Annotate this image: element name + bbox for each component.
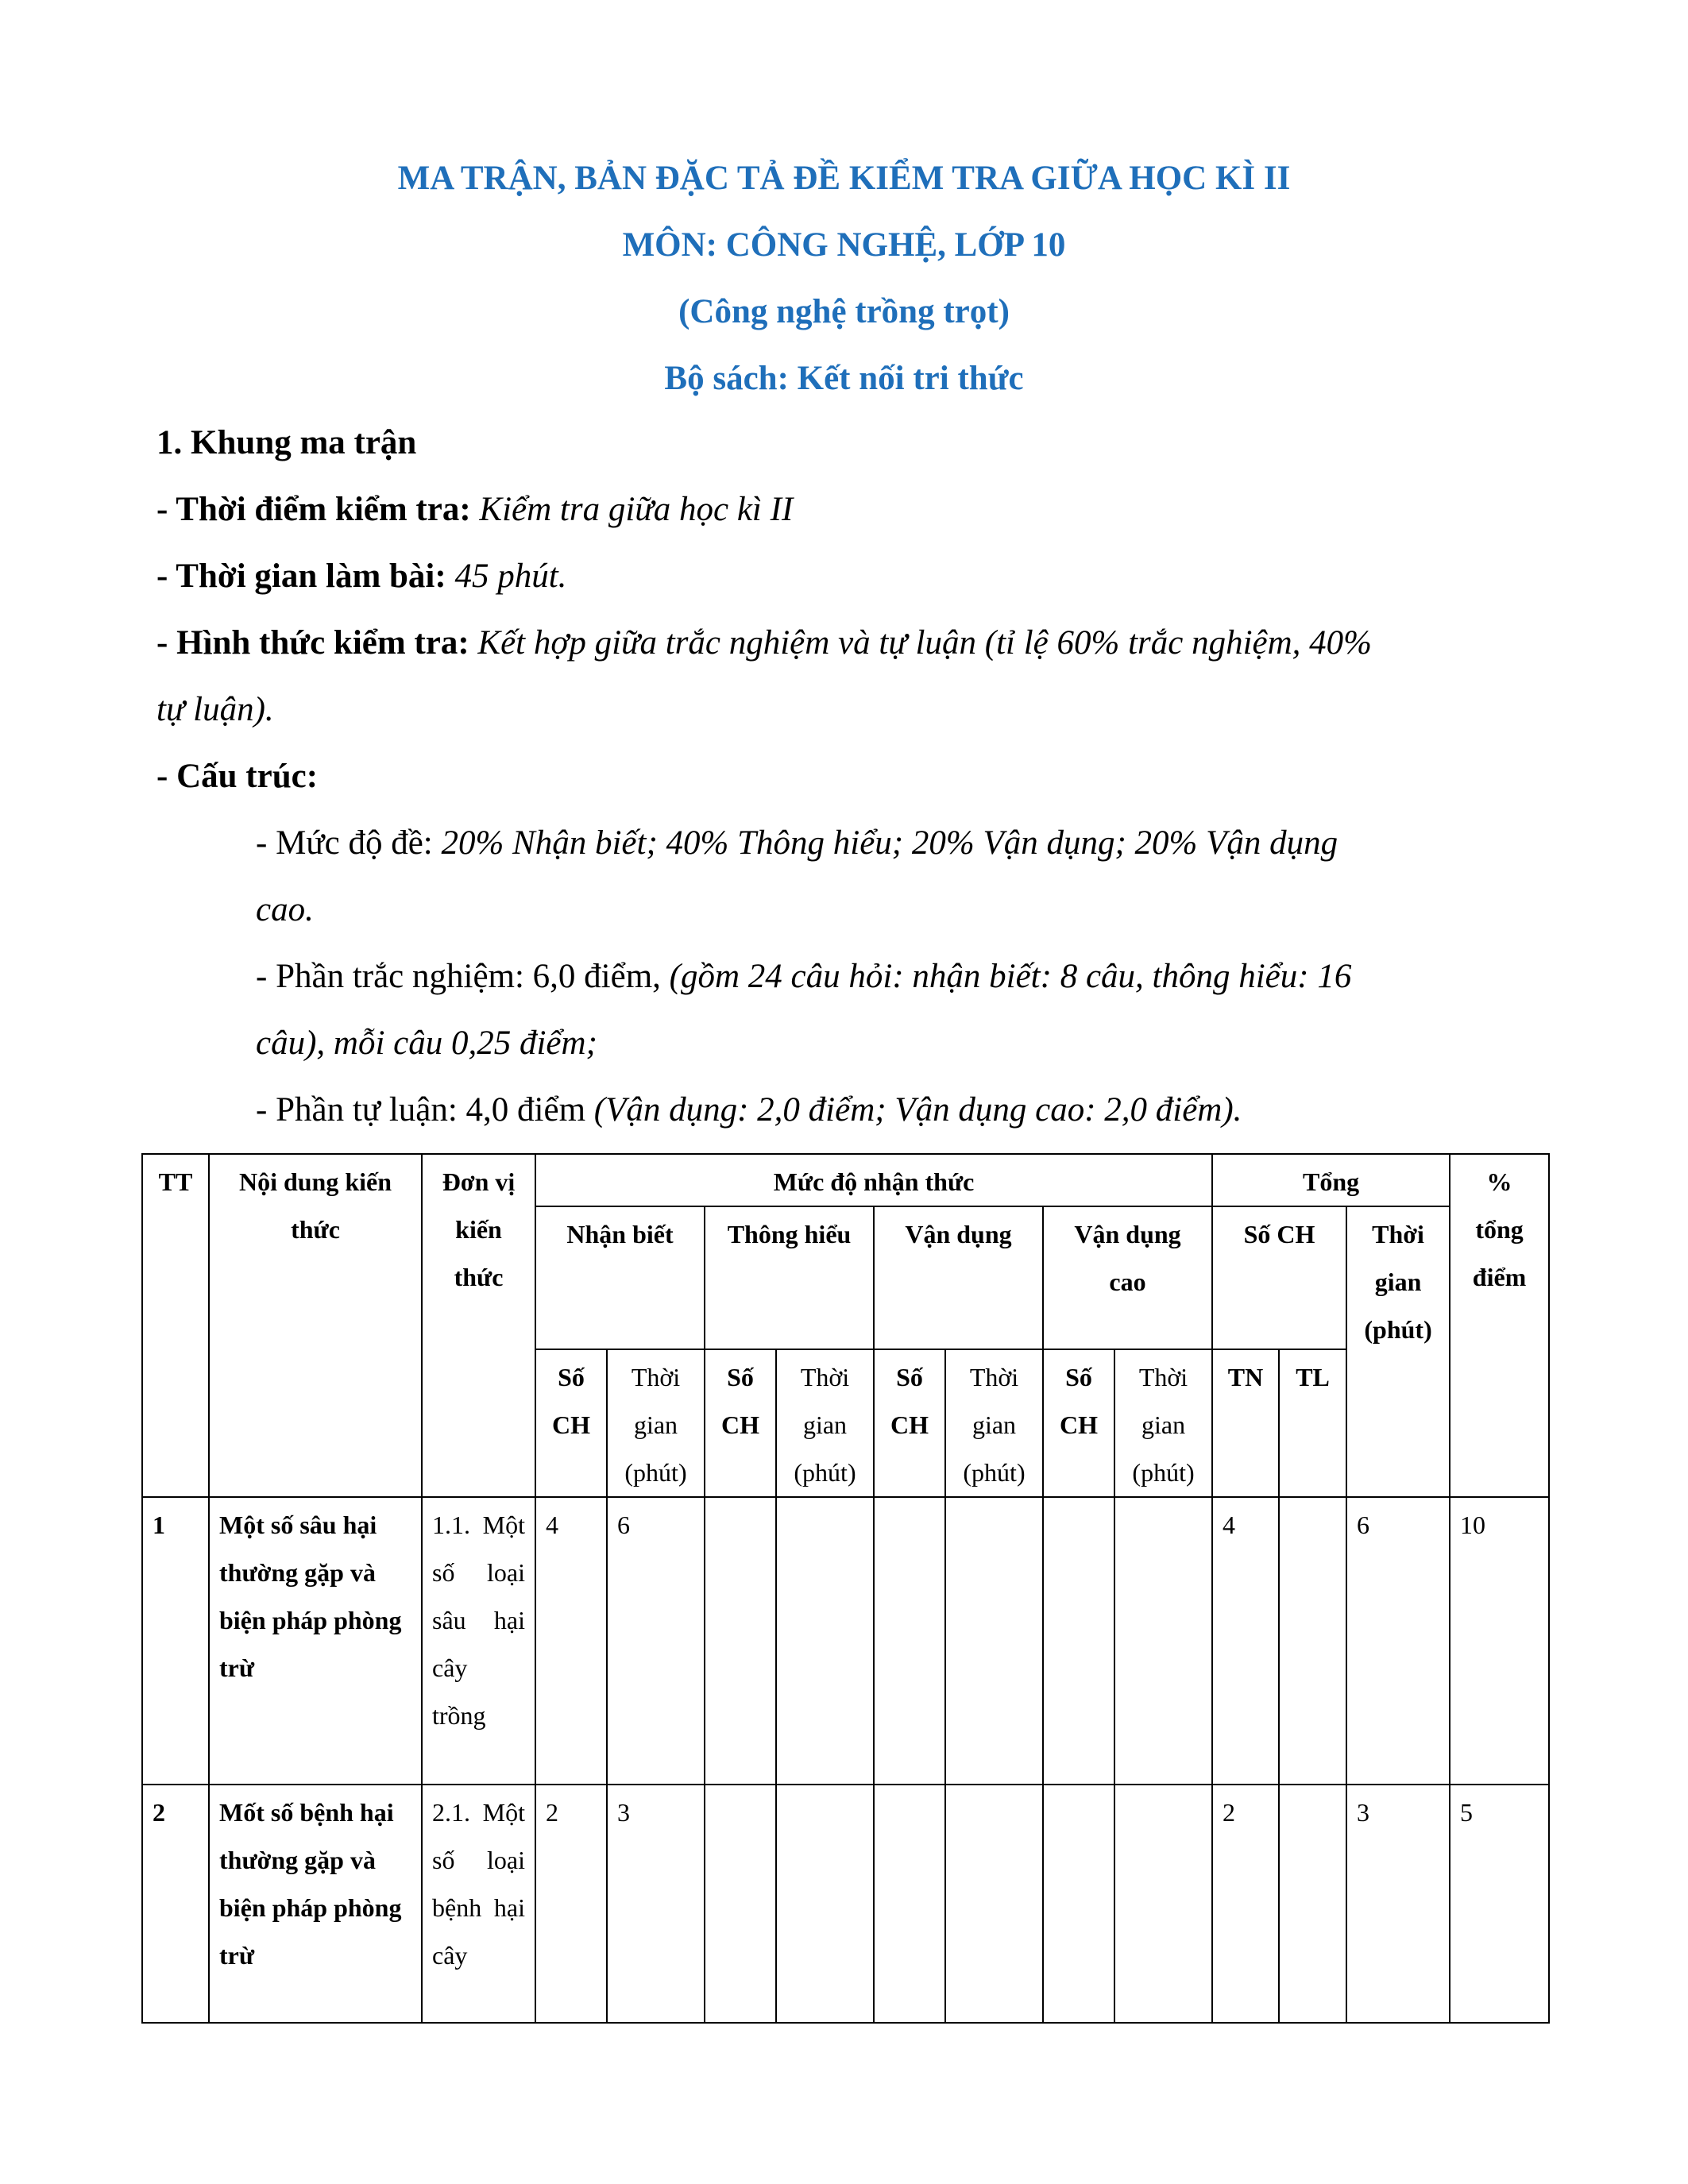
header-total: Tổng [1212, 1154, 1450, 1206]
essay-value: (Vận dụng: 2,0 điểm; Vận dụng cao: 2,0 điểm). [593, 1091, 1242, 1129]
row-unit: 2.1. Một số loại bệnh hại cây [422, 1785, 535, 2023]
row-tt: 1 [142, 1497, 209, 1785]
multiple-choice-label: - Phần trắc nghiệm: 6,0 điểm, [256, 958, 661, 995]
header-apply: Vận dụng [874, 1206, 1043, 1349]
subtitle-line: (Công nghệ trồng trọt) [678, 293, 1010, 330]
exam-time-value: Kiểm tra giữa học kì II [479, 491, 794, 528]
duration-line [156, 556, 566, 597]
header-content: Nội dung kiến thức [209, 1154, 422, 1497]
book-series-line: Bộ sách: Kết nối tri thức [664, 360, 1024, 397]
sub-num-recognize: Số CH [535, 1349, 607, 1497]
exam-form-label: - Hình thức kiểm tra: [156, 624, 469, 662]
row-percent: 5 [1450, 1785, 1549, 2023]
row-time: 3 [1346, 1785, 1450, 2023]
row-recognize-time: 6 [607, 1497, 705, 1785]
row-content: Mốt số bệnh hại thường gặp và biện pháp phòng trừ [209, 1785, 422, 2023]
document-title: MA TRẬN, BẢN ĐẶC TẢ ĐỀ KIỂM TRA GIỮA HỌC KÌ II [397, 160, 1291, 197]
header-recognize: Nhận biết [535, 1206, 705, 1349]
row-recognize-count: 4 [535, 1497, 607, 1785]
row-recognize-count: 2 [535, 1785, 607, 2023]
sub-time-understand: Thời gian (phút) [776, 1349, 874, 1497]
sub-num-apply: Số CH [874, 1349, 945, 1497]
difficulty-label: - Mức độ đề: [256, 824, 433, 862]
difficulty-value: 20% Nhận biết; 40% Thông hiểu; 20% Vận dụng; 20% Vận dụng [441, 824, 1338, 862]
multiple-choice-value: (gồm 24 câu hỏi: nhận biết: 8 câu, thông hiểu: 16 [669, 958, 1352, 995]
row-time: 6 [1346, 1497, 1450, 1785]
exam-form-line [156, 623, 1372, 664]
section-heading: 1. Khung ma trận [156, 424, 417, 461]
row-tn: 4 [1212, 1497, 1279, 1785]
exam-form-line-2: tự luận). [156, 691, 274, 728]
sub-num-understand: Số CH [705, 1349, 776, 1497]
exam-form-value: Kết hợp giữa trắc nghiệm và tự luận (tỉ lệ 60% trắc nghiệm, 40% [477, 624, 1372, 662]
sub-time-apply: Thời gian (phút) [945, 1349, 1043, 1497]
row-tt: 2 [142, 1785, 209, 2023]
header-understand: Thông hiểu [705, 1206, 874, 1349]
header-unit: Đơn vị kiến thức [422, 1154, 535, 1497]
header-num-questions: Số CH [1212, 1206, 1346, 1349]
sub-num-apply-high: Số CH [1043, 1349, 1114, 1497]
row-content: Một số sâu hại thường gặp và biện pháp phòng trừ [209, 1497, 422, 1785]
exam-time-label: - Thời điểm kiểm tra: [156, 491, 471, 528]
difficulty-line-2: cao. [256, 891, 314, 928]
row-recognize-time: 3 [607, 1785, 705, 2023]
row-tn: 2 [1212, 1785, 1279, 2023]
multiple-choice-line [256, 956, 1351, 997]
essay-line [256, 1090, 1242, 1131]
header-tt: TT [142, 1154, 209, 1497]
header-time-total: Thời gian (phút) [1346, 1206, 1450, 1497]
matrix-table [141, 1153, 1550, 2024]
row-percent: 10 [1450, 1497, 1549, 1785]
duration-value: 45 phút. [454, 558, 567, 595]
structure-line: - Cấu trúc: [156, 758, 319, 795]
sub-time-recognize: Thời gian (phút) [607, 1349, 705, 1497]
header-percent: % tổng điểm [1450, 1154, 1549, 1497]
sub-tn: TN [1212, 1349, 1279, 1497]
multiple-choice-line-2: câu), mỗi câu 0,25 điểm; [256, 1024, 597, 1062]
exam-time-line [156, 489, 793, 531]
header-apply-high: Vận dụng cao [1043, 1206, 1212, 1349]
subject-line: MÔN: CÔNG NGHỆ, LỚP 10 [622, 226, 1066, 264]
difficulty-line [256, 823, 1338, 864]
header-cognitive-level: Mức độ nhận thức [535, 1154, 1212, 1206]
table-row [142, 1785, 1549, 2023]
row-unit: 1.1. Một số loại sâu hại cây trồng [422, 1497, 535, 1785]
sub-time-apply-high: Thời gian (phút) [1114, 1349, 1212, 1497]
table-row [142, 1497, 1549, 1785]
essay-label: - Phần tự luận: 4,0 điểm [256, 1091, 586, 1129]
duration-label: - Thời gian làm bài: [156, 558, 446, 595]
sub-tl: TL [1279, 1349, 1346, 1497]
